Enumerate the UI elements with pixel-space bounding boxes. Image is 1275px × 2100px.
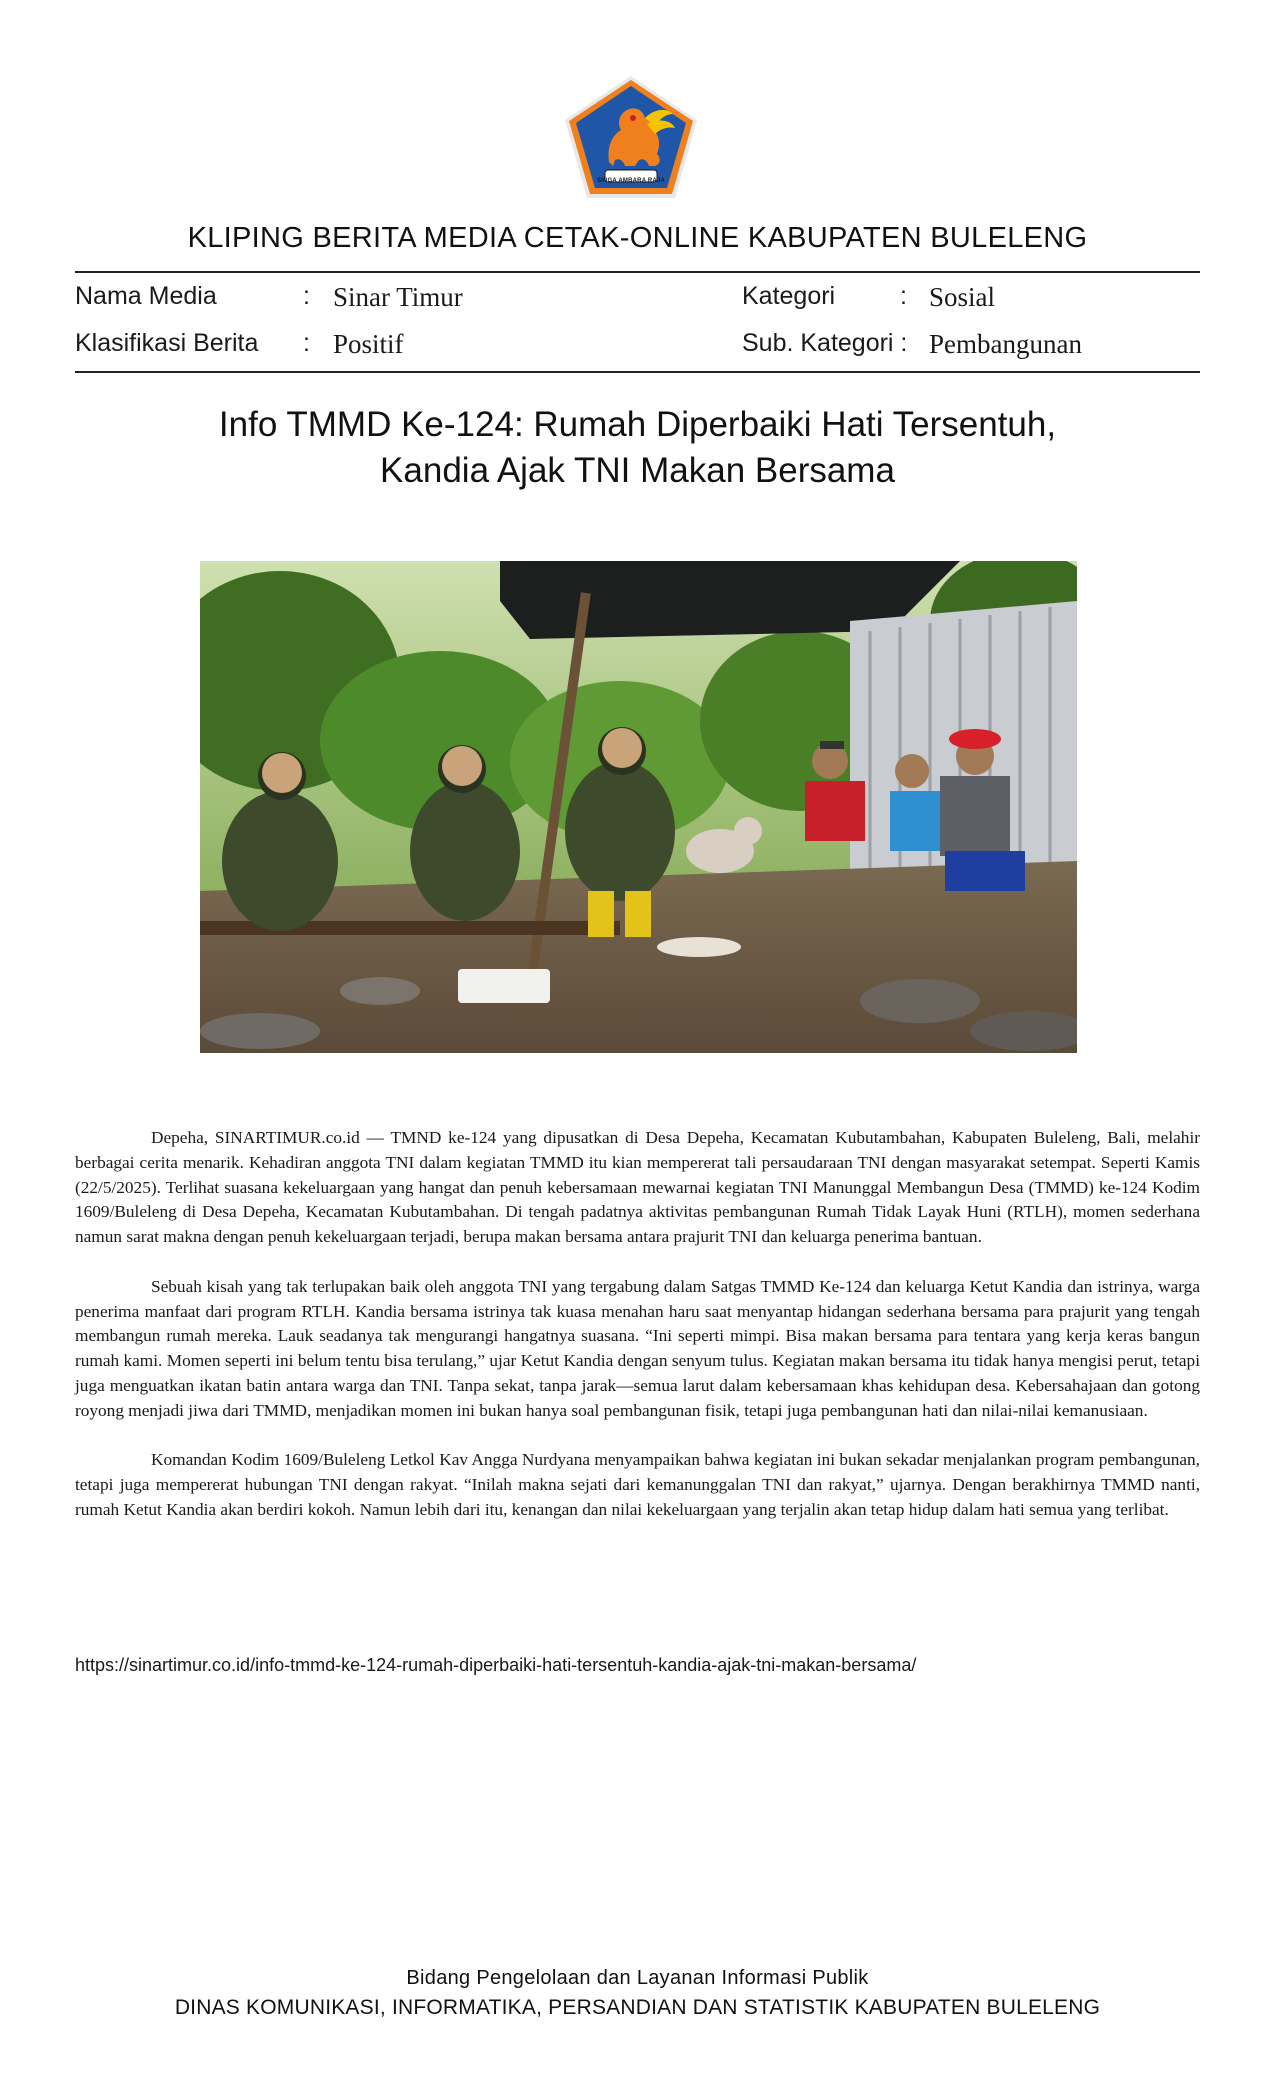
article-headline bbox=[0, 402, 1275, 494]
header-divider-bottom bbox=[75, 371, 1200, 373]
article-paragraph: Sebuah kisah yang tak terlupakan baik oleh anggota TNI yang tergabung dalam Satgas TMMD Ke-124 dan keluarga Ketut Kandia dan istrinya, warga penerima manfaat dari program RTLH. Kandia bersama istrinya tak kuasa menahan haru saat menyantap hidangan sederhana bersama para prajurit yang tengah membangun rumah mereka. Lauk seadanya tak mengurangi hangatnya suasana. “Ini seperti mimpi. Bisa makan bersama para tentara yang kerja keras bangun rumah kami. Momen seperti ini belum tentu bisa terulang,” ujar Ketut Kandia dengan senyum tulus. Kegiatan makan bersama itu tidak hanya mengisi perut, tetapi juga menguatkan ikatan batin antara warga dan TNI. Tanpa sekat, tanpa jarak—semua larut dalam kebersamaan khas kehidupan desa. Kebersahajaan dan gotong royong menjadi jiwa dari TMMD, menjadikan momen ini bukan hanya soal pembangunan fisik, tetapi juga pembangunan hati dan nilai-nilai kemanusiaan. bbox=[75, 1276, 1200, 1420]
classification-label: Klasifikasi Berita bbox=[75, 329, 259, 357]
category-value: Sosial bbox=[929, 282, 996, 312]
article-paragraph: Depeha, SINARTIMUR.co.id — TMND ke-124 yang dipusatkan di Desa Depeha, Kecamatan Kubutambahan, Kabupaten Buleleng, Bali, melahir berbagai cerita menarik. Kehadiran anggota TNI dalam kegiatan TMMD itu kian mempererat tali persaudaraan TNI dengan masyarakat setempat. Seperti Kamis (22/5/2025). Terlihat suasana kekeluargaan yang hangat dan penuh kebersamaan mewarnai kegiatan TNI Manunggal Membangun Desa (TMMD) ke-124 Kodim 1609/Buleleng di Desa Depeha, Kecamatan Kubutambahan. Di tengah padatnya aktivitas pembangunan Rumah Tidak Layak Huni (RTLH), momen sederhana namun sarat makna dengan penuh kekeluargaan terjadi, berupa makan bersama antara prajurit TNI dan keluarga penerima bantuan. bbox=[75, 1128, 1200, 1247]
buleleng-regency-crest-icon bbox=[563, 74, 699, 200]
crest-motto: SINGA AMBARA RAJA bbox=[596, 178, 666, 184]
photo-scene bbox=[200, 561, 1077, 1053]
source-link[interactable]: https://sinartimur.co.id/info-tmmd-ke-124-rumah-diperbaiki-hati-tersentuh-kandia-ajak-tni-makan-bersama/ bbox=[75, 1655, 917, 1675]
article-body bbox=[75, 1126, 1200, 1548]
category-label: Kategori bbox=[742, 282, 836, 310]
footer-department: Bidang Pengelolaan dan Layanan Informasi Publik bbox=[406, 1967, 869, 1989]
subcategory-value: Pembangunan bbox=[929, 329, 1082, 359]
classification-value: Positif bbox=[333, 329, 404, 359]
headline-line-2: Kandia Ajak TNI Makan Bersama bbox=[380, 451, 895, 490]
footer-agency: DINAS KOMUNIKASI, INFORMATIKA, PERSANDIAN DAN STATISTIK KABUPATEN BULELENG bbox=[174, 1996, 1101, 2019]
category-colon: : bbox=[900, 282, 907, 310]
article-paragraph: Komandan Kodim 1609/Buleleng Letkol Kav Angga Nurdyana menyampaikan bahwa kegiatan ini bukan sekadar menjalankan program pembangunan, tetapi juga mempererat hubungan TNI dengan rakyat. “Inilah makna sejati dari kemanunggalan TNI dan rakyat,” ujarnya. Dengan berakhirnya TMMD nanti, rumah Ketut Kandia akan berdiri kokoh. Namun lebih dari itu, kenangan dan nilai kekeluargaan yang terjalin akan tetap hidup dalam hati semua yang terlibat. bbox=[75, 1450, 1200, 1519]
media-name-label: Nama Media bbox=[75, 282, 217, 310]
header-divider-top bbox=[75, 271, 1200, 273]
article-photo bbox=[200, 561, 1077, 1053]
headline-line-1: Info TMMD Ke-124: Rumah Diperbaiki Hati Tersentuh, bbox=[218, 405, 1057, 444]
document-title: KLIPING BERITA MEDIA CETAK-ONLINE KABUPATEN BULELENG bbox=[187, 222, 1088, 254]
media-name-colon: : bbox=[303, 282, 310, 310]
subcategory-label: Sub. Kategori : bbox=[742, 329, 908, 357]
media-name-value: Sinar Timur bbox=[333, 282, 463, 312]
classification-colon: : bbox=[303, 329, 310, 357]
